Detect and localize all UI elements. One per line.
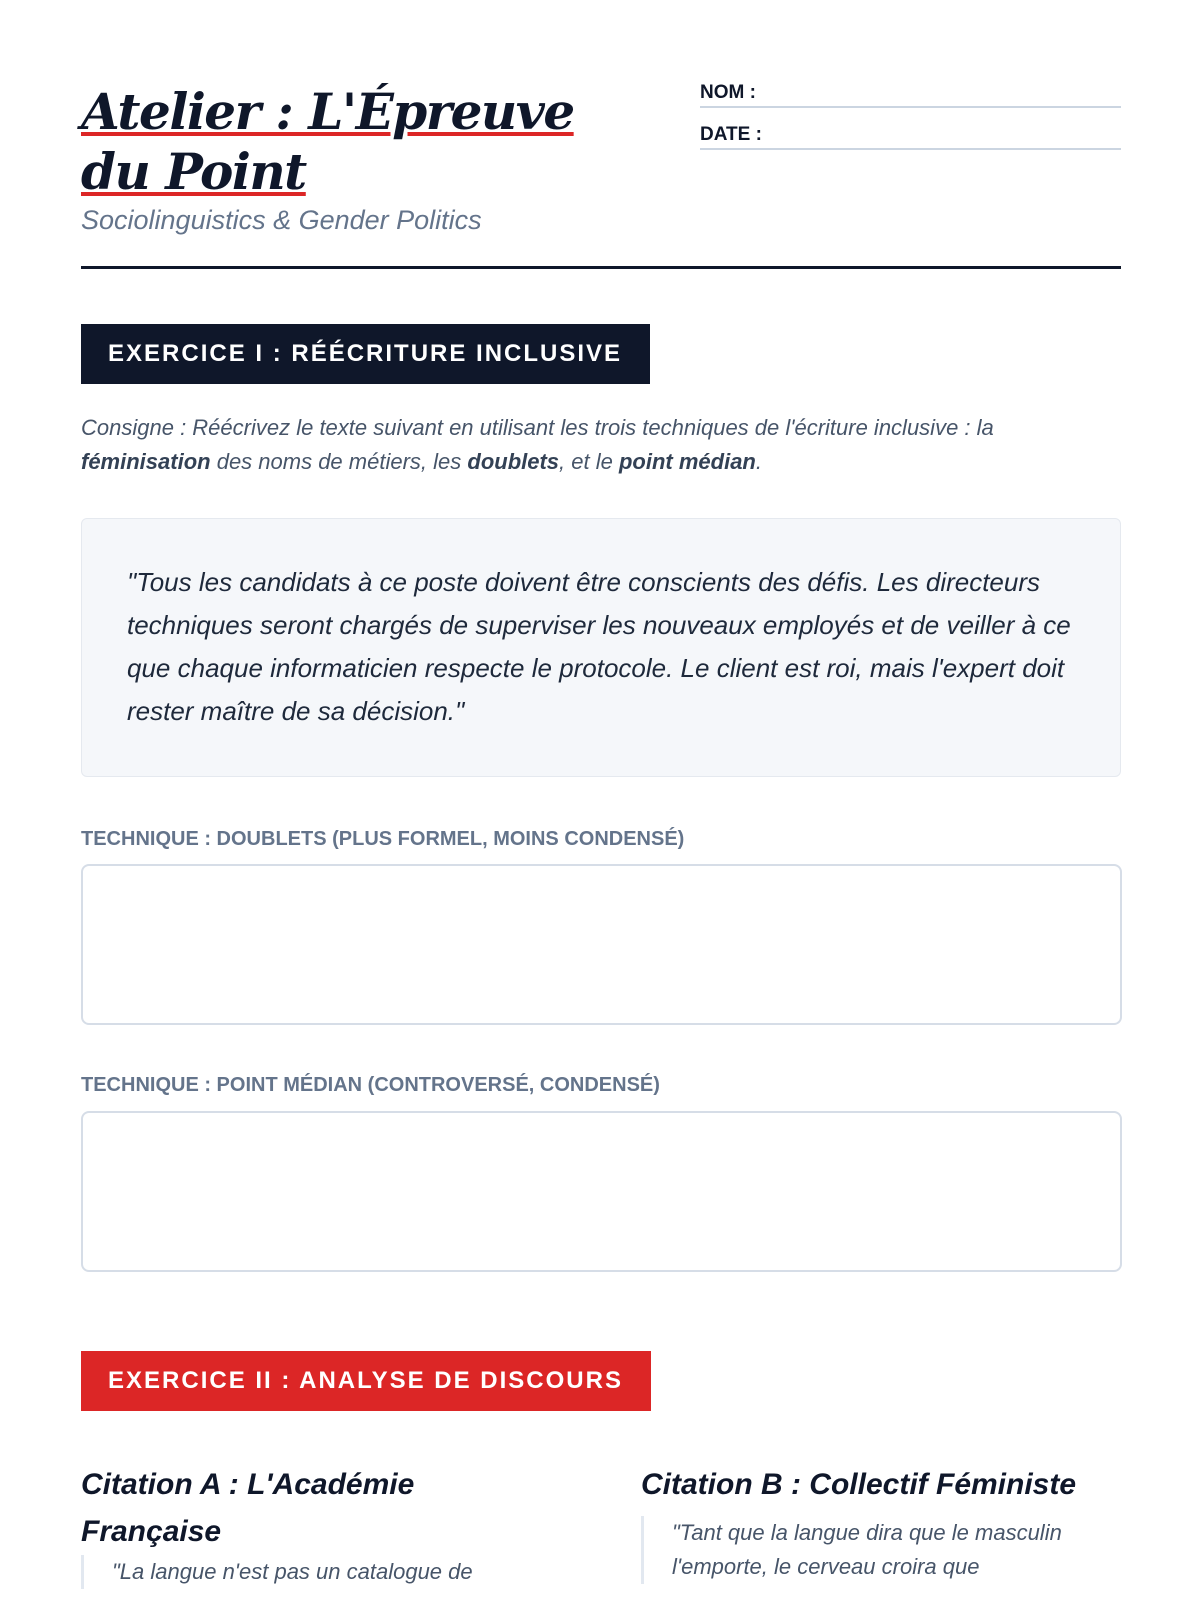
technique-doublets-label: TECHNIQUE : DOUBLETS (PLUS FORMEL, MOINS CONDENSÉ) <box>81 828 685 850</box>
term-doublets: doublets <box>467 449 560 474</box>
worksheet-header <box>81 0 1121 270</box>
term-point-median: point médian <box>618 449 756 474</box>
exercise-2-label: EXERCICE II : ANALYSE DE DISCOURS <box>81 1351 651 1411</box>
citation-a-quote: "La langue n'est pas un catalogue de <box>81 1555 561 1589</box>
student-info <box>700 78 1121 162</box>
point-median-answer-area[interactable] <box>81 1111 1122 1272</box>
exercise-1-label: EXERCICE I : RÉÉCRITURE INCLUSIVE <box>81 324 650 384</box>
term-feminisation: féminisation <box>81 449 211 474</box>
page-title: Atelier : L'Épreuve du Point <box>81 82 574 201</box>
citation-a <box>81 1461 561 1589</box>
citation-a-title: Citation A : L'Académie Française <box>81 1468 415 1548</box>
citation-b-quote: "Tant que la langue dira que le masculin l'emporte, le cerveau croira que <box>641 1516 1121 1584</box>
citation-b-title: Citation B : Collectif Féministe <box>641 1468 1077 1501</box>
page-subtitle: Sociolinguistics & Gender Politics <box>81 205 482 235</box>
technique-point-median-label: TECHNIQUE : POINT MÉDIAN (CONTROVERSÉ, CONDENSÉ) <box>81 1074 660 1096</box>
source-text-box <box>81 518 1121 777</box>
worksheet-page <box>81 0 1121 1584</box>
exercise-1-instruction: Consigne : Réécrivez le texte suivant en utilisant les trois techniques de l'écriture inclusive : la féminisation des noms de métiers, les doublets, et le point médian. <box>81 415 994 474</box>
doublets-answer-area[interactable] <box>81 864 1122 1025</box>
date-field[interactable]: DATE : <box>700 120 1121 150</box>
citation-b <box>641 1461 1121 1584</box>
header-divider <box>81 266 1121 269</box>
source-text: "Tous les candidats à ce poste doivent être conscients des défis. Les directeurs techniques seront chargés de superviser les nouveaux employés et de veiller à ce que chaque informaticien respecte le protocole. Le client est roi, mais l'expert doit rester maître de sa décision." <box>127 567 1071 726</box>
nom-field[interactable]: NOM : <box>700 78 1121 108</box>
